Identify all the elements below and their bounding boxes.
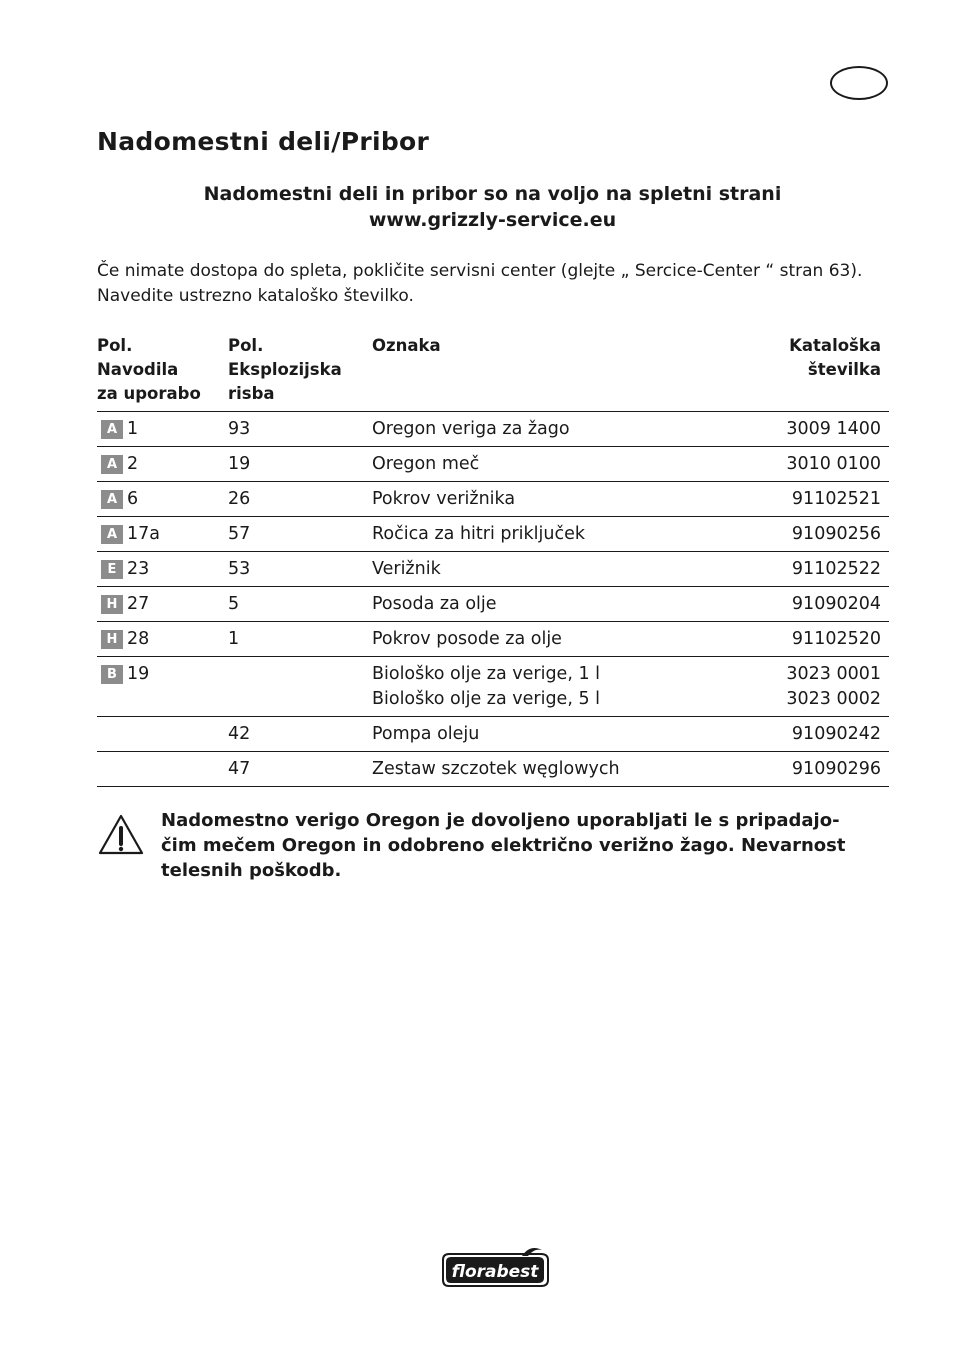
cell-designation	[372, 517, 752, 552]
designation-text: Oregon veriga za žago	[372, 419, 570, 439]
pos-number: 28	[127, 629, 150, 649]
warning-triangle-icon	[97, 813, 145, 857]
cell-pos-exploded: 53	[228, 552, 372, 587]
header-catalog-number	[752, 334, 889, 412]
figure-badge: E	[101, 560, 123, 579]
cell-pos-manual	[97, 552, 228, 587]
warning-line-1: Nadomestno verigo Oregon je dovoljeno uporabljati le s pripadajo-	[161, 810, 840, 831]
cell-pos-exploded: 47	[228, 752, 372, 787]
cell-catalog-number	[752, 752, 889, 787]
catalog-number-text: 3023 0002	[786, 689, 881, 709]
cell-pos-manual	[97, 517, 228, 552]
cell-designation	[372, 587, 752, 622]
cell-catalog-number	[752, 412, 889, 447]
header-text: Pol.	[97, 336, 133, 355]
pos-number: 23	[127, 559, 150, 579]
pos-number: 27	[127, 594, 150, 614]
cell-catalog-number	[752, 517, 889, 552]
cell-pos-manual	[97, 657, 228, 717]
figure-badge: H	[101, 630, 123, 649]
designation-text: Biološko olje za verige, 1 l	[372, 664, 601, 684]
intro-line-2: Navedite ustrezno kataloško številko.	[97, 286, 414, 306]
cell-pos-exploded: 93	[228, 412, 372, 447]
subheading-line-1: Nadomestni deli in pribor so na voljo na spletni strani	[203, 183, 782, 205]
cell-designation	[372, 717, 752, 752]
designation-text: Pompa oleju	[372, 724, 480, 744]
table-row	[97, 752, 889, 787]
pos-number: 19	[127, 664, 150, 684]
cell-designation	[372, 552, 752, 587]
figure-badge: A	[101, 420, 123, 439]
catalog-number-text: 3010 0100	[786, 454, 881, 474]
cell-pos-exploded: 5	[228, 587, 372, 622]
header-text: risba	[228, 384, 275, 403]
catalog-number-text: 91090256	[791, 524, 881, 544]
table-row	[97, 622, 889, 657]
cell-pos-manual	[97, 752, 228, 787]
cell-pos-exploded: 42	[228, 717, 372, 752]
designation-text: Pokrov posode za olje	[372, 629, 562, 649]
cell-pos-manual	[97, 482, 228, 517]
pos-number: 1	[127, 419, 139, 439]
cell-catalog-number	[752, 622, 889, 657]
florabest-logo	[438, 1246, 552, 1288]
header-text: Kataloška	[789, 336, 881, 355]
cell-designation	[372, 622, 752, 657]
header-text: Navodila	[97, 360, 179, 379]
warning-line-3: telesnih poškodb.	[161, 860, 342, 881]
cell-pos-manual	[97, 447, 228, 482]
designation-text: Zestaw szczotek węglowych	[372, 759, 620, 779]
figure-badge: A	[101, 525, 123, 544]
table-row	[97, 552, 889, 587]
header-pos-manual	[97, 334, 228, 412]
page-title: Nadomestni deli/Pribor	[97, 127, 430, 156]
warning-text	[161, 808, 889, 883]
header-text: Eksplozijska	[228, 360, 342, 379]
cell-catalog-number	[752, 482, 889, 517]
intro-line-1: Če nimate dostopa do spleta, pokličite servisni center (glejte „ Sercice-Center “ stran 63).	[97, 261, 863, 281]
logo-text: florabest	[451, 1262, 539, 1282]
header-pos-exploded	[228, 334, 372, 412]
cell-pos-manual	[97, 717, 228, 752]
figure-badge: B	[101, 665, 123, 684]
warning-box	[97, 808, 889, 888]
header-text: Oznaka	[372, 336, 441, 355]
table-row	[97, 657, 889, 717]
designation-text: Pokrov verižnika	[372, 489, 516, 509]
subheading	[97, 181, 888, 233]
header-designation	[372, 334, 752, 412]
pos-number: 6	[127, 489, 139, 509]
designation-text: Verižnik	[372, 559, 441, 579]
table-row	[97, 412, 889, 447]
intro-paragraph	[97, 259, 888, 309]
catalog-number-text: 91102522	[791, 559, 881, 579]
catalog-number-text: 91090296	[791, 759, 881, 779]
figure-badge: H	[101, 595, 123, 614]
figure-badge: A	[101, 455, 123, 474]
catalog-number-text: 91102521	[791, 489, 881, 509]
cell-pos-manual	[97, 587, 228, 622]
designation-text: Oregon meč	[372, 454, 480, 474]
table-row	[97, 447, 889, 482]
catalog-number-text: 3023 0001	[786, 664, 881, 684]
catalog-number-text: 91102520	[791, 629, 881, 649]
table-row	[97, 482, 889, 517]
subheading-url: www.grizzly-service.eu	[368, 209, 617, 231]
parts-table	[97, 334, 889, 787]
figure-badge: A	[101, 490, 123, 509]
header-text: Pol.	[228, 336, 264, 355]
catalog-number-text: 91090204	[791, 594, 881, 614]
cell-designation	[372, 447, 752, 482]
header-text: za uporabo	[97, 384, 201, 403]
catalog-number-text: 3009 1400	[786, 419, 881, 439]
cell-pos-exploded: 1	[228, 622, 372, 657]
cell-pos-manual	[97, 412, 228, 447]
pos-number: 2	[127, 454, 139, 474]
cell-pos-exploded: 57	[228, 517, 372, 552]
cell-designation	[372, 752, 752, 787]
cell-catalog-number	[752, 657, 889, 717]
table-header-row	[97, 334, 889, 412]
cell-designation	[372, 482, 752, 517]
table-row	[97, 587, 889, 622]
designation-text: Posoda za olje	[372, 594, 497, 614]
cell-catalog-number	[752, 447, 889, 482]
cell-designation	[372, 412, 752, 447]
header-text: številka	[807, 360, 881, 379]
catalog-number-text: 91090242	[791, 724, 881, 744]
cell-catalog-number	[752, 717, 889, 752]
cell-catalog-number	[752, 552, 889, 587]
pos-number: 17a	[127, 524, 160, 544]
cell-catalog-number	[752, 587, 889, 622]
language-indicator-oval	[830, 66, 888, 100]
cell-pos-exploded	[228, 657, 372, 717]
designation-text: Ročica za hitri priključek	[372, 524, 586, 544]
table-body	[97, 412, 889, 787]
cell-pos-manual	[97, 622, 228, 657]
table-row	[97, 517, 889, 552]
cell-designation	[372, 657, 752, 717]
warning-line-2: čim mečem Oregon in odobreno električno verižno žago. Nevarnost	[161, 835, 846, 856]
cell-pos-exploded: 26	[228, 482, 372, 517]
cell-pos-exploded: 19	[228, 447, 372, 482]
designation-text: Biološko olje za verige, 5 l	[372, 689, 601, 709]
table-row	[97, 717, 889, 752]
